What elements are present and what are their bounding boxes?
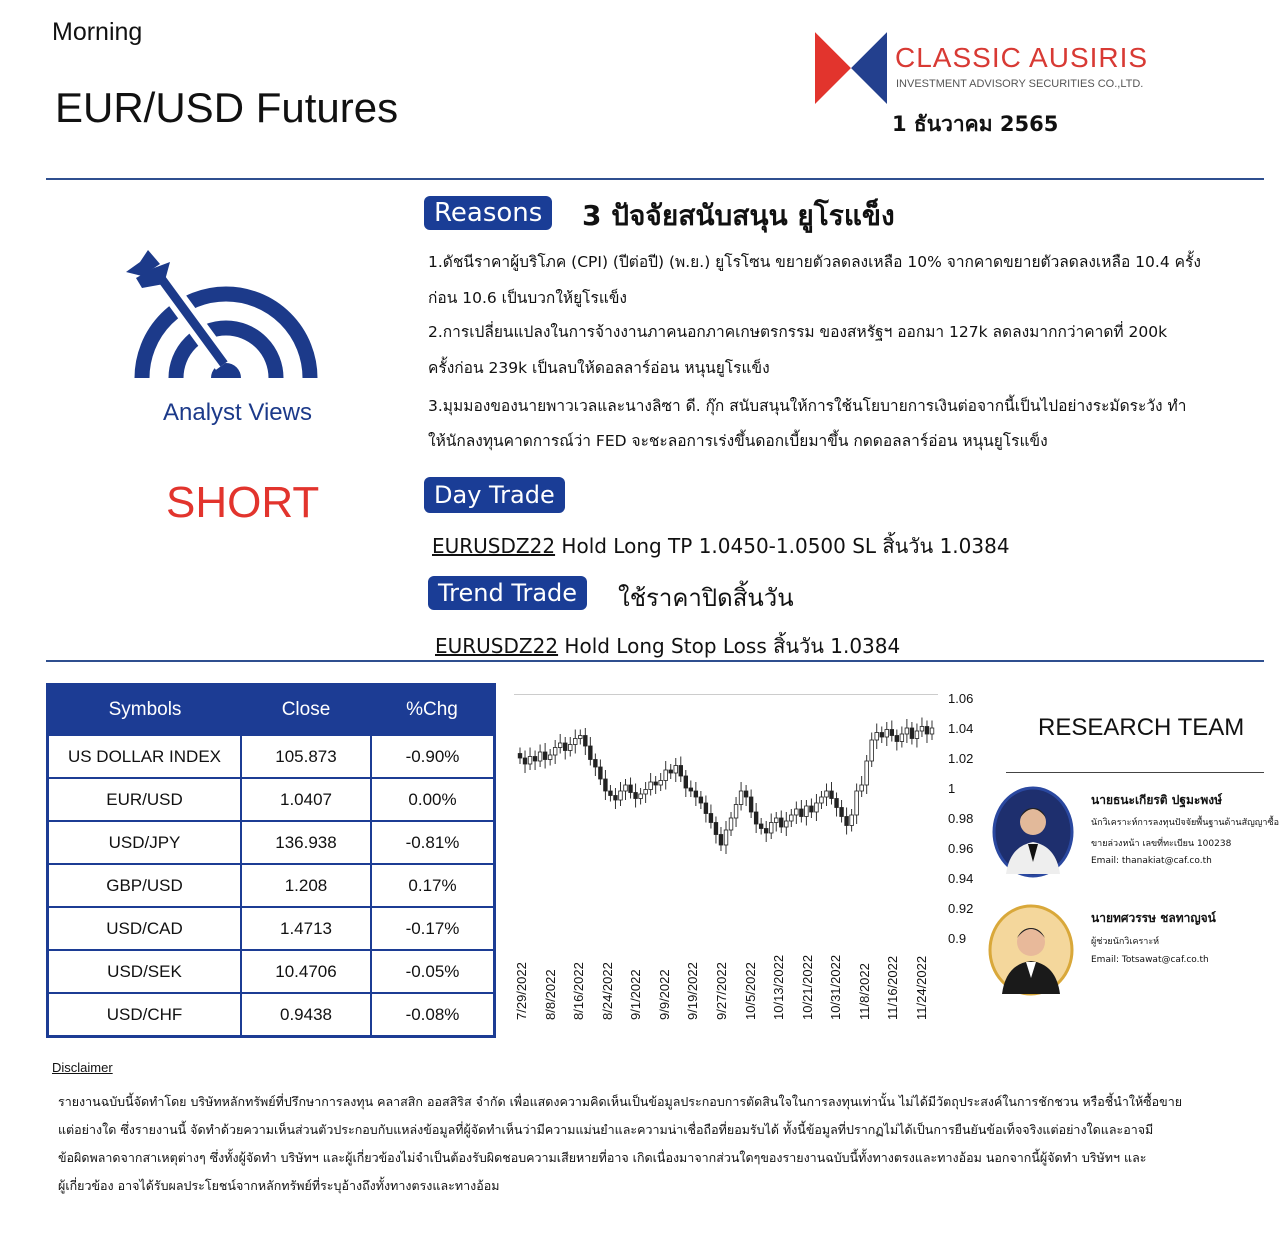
candle-body: [880, 733, 884, 738]
candle-body: [845, 817, 849, 826]
candle-body: [654, 782, 658, 785]
candle-body: [905, 728, 909, 734]
member-email: Email: thanakiat@caf.co.th: [1091, 856, 1212, 866]
trend-trade-text: Hold Long Stop Loss สิ้นวัน 1.0384: [558, 634, 901, 658]
candle-body: [739, 791, 743, 805]
table-row: [48, 735, 495, 778]
header-close: Close: [241, 685, 371, 736]
candle-body: [649, 782, 653, 790]
candle-body: [689, 788, 693, 791]
candle-body: [563, 743, 567, 751]
candle-body: [669, 770, 673, 773]
candle-body: [820, 797, 824, 803]
x-tick: 9/27/2022: [714, 962, 729, 1020]
candle-body: [609, 791, 613, 796]
header-symbols: Symbols: [48, 685, 242, 736]
table-row: [48, 864, 495, 907]
candle-body: [744, 791, 748, 797]
price-chart: [500, 680, 990, 1030]
close-cell: 136.938: [241, 821, 371, 864]
close-cell: 1.4713: [241, 907, 371, 950]
candle-body: [553, 748, 557, 756]
divider-middle: [46, 660, 1264, 662]
avatar: [988, 904, 1074, 996]
trend-trade-note: ใช้ราคาปิดสิ้นวัน: [618, 584, 794, 612]
reason-line: 3.มุมมองของนายพาวเวลและนางลิซา ดี. กุ๊ก สนับสนุนให้การใช้นโยบายการเงินต่อจากนี้เป็นไปอย่างระมัดระวัง ทำ: [428, 397, 1187, 415]
candle-body: [754, 812, 758, 824]
x-tick: 8/16/2022: [571, 962, 587, 1020]
candle-body: [784, 821, 788, 827]
report-kicker: Morning: [52, 18, 143, 46]
company-logo: [815, 32, 887, 104]
day-trade-text: Hold Long TP 1.0450-1.0500 SL สิ้นวัน 1.0384: [555, 534, 1010, 558]
candle-body: [719, 835, 723, 846]
x-tick: 10/5/2022: [742, 962, 758, 1020]
candle-body: [584, 736, 588, 747]
chg-cell: 0.00%: [371, 778, 495, 821]
candle-body: [573, 739, 577, 745]
candle-body: [925, 727, 929, 735]
candle-body: [619, 791, 623, 800]
reasons-heading: 3 ปัจจัยสนับสนุน ยูโรแข็ง: [582, 199, 895, 232]
day-trade-badge: Day Trade: [424, 477, 565, 513]
chg-cell: 0.17%: [371, 864, 495, 907]
trend-trade-badge: Trend Trade: [428, 576, 587, 610]
candle-body: [604, 779, 608, 791]
x-tick: 9/1/2022: [628, 969, 644, 1020]
header-chg: %Chg: [371, 685, 495, 736]
research-team-title: RESEARCH TEAM: [1038, 714, 1245, 741]
candle-body: [930, 728, 934, 734]
candle-body: [855, 791, 859, 815]
disclaimer-title: Disclaimer: [52, 1060, 113, 1075]
candle-body: [734, 805, 738, 819]
candle-body: [659, 781, 663, 786]
x-tick: 9/9/2022: [656, 969, 672, 1020]
reason-line: ครั้งก่อน 239k เป็นลบให้ดอลลาร์อ่อน หนุนยูโรแข็ง: [428, 359, 770, 377]
disclaimer-line: รายงานฉบับนี้จัดทำโดย บริษัทหลักทรัพย์ที่ปรึกษาการลงทุน คลาสสิก ออสสิริส จำกัด เพื่อแสดงความคิดเห็นเป็นข้อมูลประกอบการตัดสินใจในการลงทุนเท่านั้น ไม่ได้มีวัตถุประสงค์ในการชักชวน หรือชี้นำให้ซื้อขาย: [58, 1094, 1183, 1109]
close-cell: 1.208: [241, 864, 371, 907]
candle-body: [594, 760, 598, 768]
brand-name: CLASSIC AUSIRIS: [895, 42, 1149, 73]
candle-body: [709, 814, 713, 823]
chg-cell: -0.90%: [371, 735, 495, 778]
disclaimer-line: ข้อผิดพลาดจากสาเหตุต่างๆ ซึ่งทั้งผู้จัดทำ บริษัทฯ และผู้เกี่ยวข้องไม่จำเป็นต้องรับผิดชอบความเสียหายที่อาจ เกิดเนื่องมาจากส่วนใดๆของรายงานฉบับนี้ทั้งทางตรงและทางอ้อม นอกจากนี้ผู้จัดทำ บริษัทฯ และ: [58, 1150, 1147, 1165]
stance-label: SHORT: [166, 478, 320, 527]
symbol-cell: GBP/USD: [48, 864, 242, 907]
chg-cell: -0.81%: [371, 821, 495, 864]
candle-body: [548, 755, 552, 760]
candle-body: [764, 829, 768, 834]
y-tick: 1.06: [948, 691, 974, 706]
table-row: [48, 778, 495, 821]
chg-cell: -0.08%: [371, 993, 495, 1037]
candle-body: [674, 766, 678, 774]
candle-body: [790, 815, 794, 821]
y-tick: 0.9: [948, 931, 967, 946]
candle-body: [865, 761, 869, 785]
day-trade-symbol: EURUSDZ22: [432, 534, 556, 558]
candle-body: [533, 757, 537, 762]
candle-body: [724, 830, 728, 845]
candle-body: [599, 767, 603, 779]
symbol-cell: EUR/USD: [48, 778, 242, 821]
candle-body: [825, 791, 829, 797]
close-cell: 1.0407: [241, 778, 371, 821]
candle-body: [895, 736, 899, 742]
trend-trade-line: [435, 630, 900, 662]
candle-body: [558, 743, 562, 748]
y-tick: 0.94: [948, 871, 974, 886]
candle-body: [915, 731, 919, 739]
brand-subtitle: INVESTMENT ADVISORY SECURITIES CO.,LTD.: [896, 78, 1144, 90]
close-cell: 10.4706: [241, 950, 371, 993]
candle-body: [644, 790, 648, 795]
candle-body: [523, 758, 527, 764]
x-tick: 11/24/2022: [914, 955, 929, 1020]
member-name: นายทศวรรษ ชลทาญจน์: [1091, 911, 1216, 925]
candle-body: [795, 809, 799, 815]
y-tick: 1.04: [948, 721, 974, 736]
candle-body: [805, 806, 809, 817]
candle-body: [800, 809, 804, 817]
close-cell: 105.873: [241, 735, 371, 778]
x-tick: 11/16/2022: [885, 955, 901, 1020]
candle-body: [810, 806, 814, 812]
candle-body: [714, 823, 718, 835]
trend-trade-symbol: EURUSDZ22: [435, 634, 559, 658]
candle-body: [769, 823, 773, 834]
candle-body: [694, 791, 698, 797]
candle-body: [538, 752, 542, 761]
candle-body: [699, 797, 703, 803]
research-team-divider: [1006, 772, 1264, 773]
candle-body: [774, 818, 778, 823]
symbol-cell: US DOLLAR INDEX: [48, 735, 242, 778]
reason-line: ก่อน 10.6 เป็นบวกให้ยูโรแข็ง: [428, 289, 627, 307]
symbol-cell: USD/SEK: [48, 950, 242, 993]
candle-body: [860, 785, 864, 791]
disclaimer-line: แต่อย่างใด ซึ่งรายงานนี้ จัดทำด้วยความเห็นส่วนตัวประกอบกับแหล่งข้อมูลที่ผู้จัดทำเห็นว่ามีความแม่นยำและความน่าเชื่อถือที่ยอมรับได้ ทั้งนี้ข้อมูลที่ปรากฏไม่ได้เป็นการยืนยันข้อเท็จจริงแต่อย่างใดและอาจมี: [58, 1122, 1154, 1137]
candle-body: [568, 745, 572, 751]
candle-body: [614, 796, 618, 801]
reason-line: ให้นักลงทุนคาดการณ์ว่า FED จะชะลอการเร่งขึ้นดอกเบี้ยมาขึ้น กดดอลลาร์อ่อน หนุนยูโรแข็ง: [428, 432, 1048, 450]
symbol-cell: USD/CAD: [48, 907, 242, 950]
candle-body: [518, 754, 522, 759]
candle-body: [890, 730, 894, 736]
x-tick: 10/13/2022: [771, 954, 787, 1020]
candle-body: [870, 740, 874, 761]
table-header-row: [48, 685, 495, 736]
candle-body: [779, 818, 783, 827]
candle-body: [830, 791, 834, 799]
x-tick: 8/24/2022: [599, 962, 615, 1020]
reasons-badge: Reasons: [424, 196, 552, 230]
symbol-cell: USD/CHF: [48, 993, 242, 1037]
y-tick: 0.98: [948, 811, 974, 826]
candle-body: [875, 733, 879, 741]
close-cell: 0.9438: [241, 993, 371, 1037]
candle-body: [729, 818, 733, 830]
candle-body: [835, 799, 839, 808]
divider-top: [46, 178, 1264, 180]
symbol-cell: USD/JPY: [48, 821, 242, 864]
quotes-table: [46, 683, 496, 1038]
candle-body: [920, 727, 924, 732]
candle-body: [759, 824, 763, 829]
chg-cell: -0.17%: [371, 907, 495, 950]
y-tick: 0.96: [948, 841, 974, 856]
member-role: นักวิเคราะห์การลงทุนปัจจัยพื้นฐานด้านสัญญาซื้อ: [1091, 818, 1279, 828]
candle-body: [629, 785, 633, 793]
x-tick: 7/29/2022: [514, 962, 529, 1020]
member-role: ขายล่วงหน้า เลขที่ทะเบียน 100238: [1091, 839, 1232, 849]
member-role: ผู้ช่วยนักวิเคราะห์: [1091, 937, 1160, 947]
y-tick: 0.92: [948, 901, 974, 916]
day-trade-line: [432, 530, 1010, 562]
candle-body: [639, 794, 643, 799]
candle-body: [634, 793, 638, 799]
x-tick: 9/19/2022: [685, 962, 701, 1020]
reason-line: 1.ดัชนีราคาผู้บริโภค (CPI) (ปีต่อปี) (พ.ย.) ยูโรโซน ขยายตัวลดลงเหลือ 10% จากคาดขยายตัวลดลงเหลือ 10.4 ครั้ง: [428, 253, 1201, 271]
candle-body: [684, 776, 688, 788]
disclaimer-line: ผู้เกี่ยวข้อง อาจได้รับผลประโยชน์จากหลักทรัพย์ที่ระบุอ้างถึงทั้งทางตรงและทางอ้อม: [58, 1178, 500, 1193]
avatar: [992, 786, 1074, 878]
candle-body: [840, 808, 844, 817]
candle-body: [900, 734, 904, 742]
table-row: [48, 993, 495, 1037]
target-dart-icon: [118, 248, 333, 388]
x-tick: 8/8/2022: [542, 969, 558, 1020]
page-title: EUR/USD Futures: [55, 84, 399, 131]
candle-body: [815, 803, 819, 812]
candle-body: [704, 803, 708, 814]
chg-cell: -0.05%: [371, 950, 495, 993]
candle-body: [589, 746, 593, 760]
member-name: นายธนะเกียรติ ปฐมะพงษ์: [1091, 793, 1223, 807]
x-tick: 11/8/2022: [856, 963, 872, 1020]
y-tick: 1.02: [948, 751, 974, 766]
candle-body: [543, 752, 547, 760]
analyst-views-label: Analyst Views: [163, 399, 312, 426]
x-tick: 10/21/2022: [799, 954, 815, 1020]
reason-line: 2.การเปลี่ยนแปลงในการจ้างงานภาคนอกภาคเกษตรกรรม ของสหรัฐฯ ออกมา 127k ลดลงมากกว่าคาดที่ 200k: [428, 323, 1168, 341]
x-tick: 10/31/2022: [828, 954, 844, 1020]
candle-body: [910, 728, 914, 739]
y-tick: 1: [948, 781, 956, 796]
candle-body: [578, 736, 582, 739]
candle-body: [885, 730, 889, 738]
candlestick-plot: [500, 680, 940, 940]
candle-body: [528, 757, 532, 765]
table-row: [48, 821, 495, 864]
candle-body: [624, 785, 628, 791]
candle-body: [850, 815, 854, 826]
member-email: Email: Totsawat@caf.co.th: [1091, 955, 1209, 965]
candle-body: [749, 797, 753, 812]
report-date: 1 ธันวาคม 2565: [892, 112, 1059, 136]
candle-body: [664, 770, 668, 781]
table-row: [48, 907, 495, 950]
candle-body: [679, 766, 683, 777]
table-row: [48, 950, 495, 993]
